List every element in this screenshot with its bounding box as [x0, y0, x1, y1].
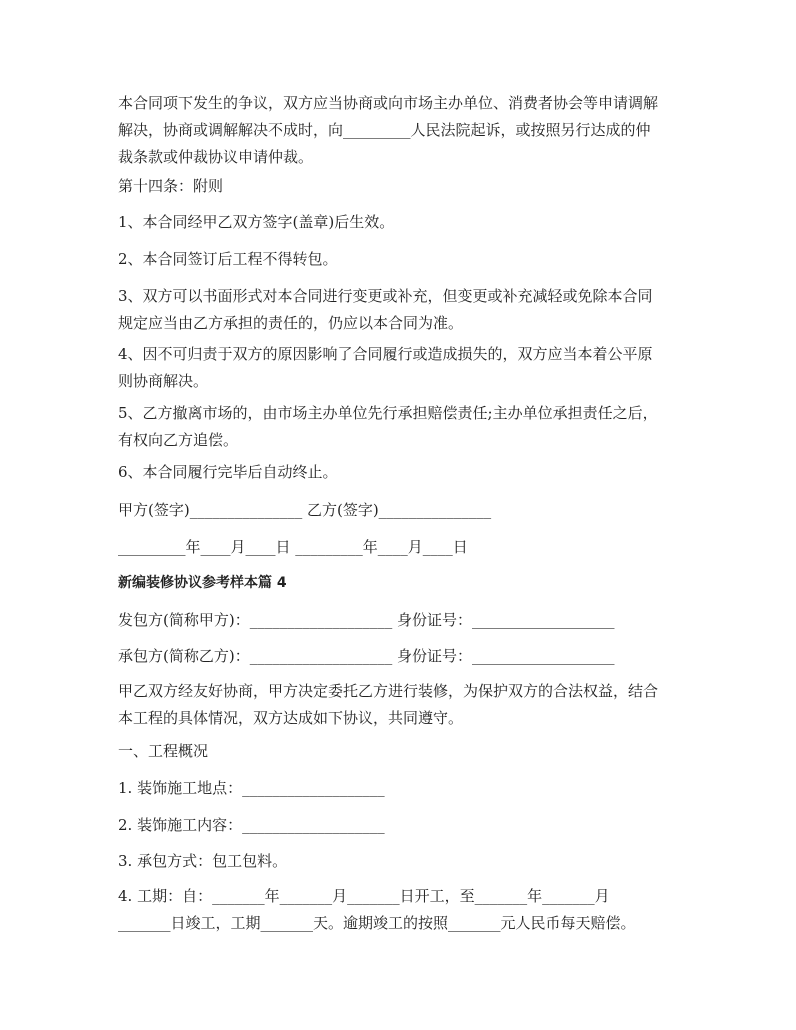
- dispute-paragraph: 本合同项下发生的争议，双方应当协商或向市场主办单位、消费者协会等申请调解 解决，协商或调解解决不成时，向_________人民法院起诉，或按照另行达成的仲 裁条款或仲裁协议申请仲裁。: [118, 94, 659, 166]
- party-a-line: 发包方(简称甲方)：___________________ 身份证号：___________________: [118, 611, 615, 629]
- section-heading: 新编装修协议参考样本篇 4: [118, 575, 287, 591]
- clause-3: 3、双方可以书面形式对本合同进行变更或补充，但变更或补充减轻或免除本合同 规定应当由乙方承担的责任的，仍应以本合同为准。: [118, 287, 653, 332]
- date-line: _________年____月____日 _________年____月____日: [118, 538, 468, 556]
- contract-method: 3. 承包方式：包工包料。: [118, 852, 288, 870]
- article-14-heading: 第十四条：附则: [118, 177, 224, 195]
- clause-2: 2、本合同签订后工程不得转包。: [118, 250, 338, 268]
- intro-paragraph: 甲乙双方经友好协商，甲方决定委托乙方进行装修，为保护双方的合法权益，结合 本工程的具体情况，双方达成如下协议，共同遵守。: [118, 682, 659, 727]
- construction-period: 4. 工期：自：_______年_______月_______日开工，至_______年_______月 _______日竣工，工期_______天。逾期竣工的按照_______元人民币每天赔偿。: [118, 887, 636, 932]
- construction-location: 1. 装饰施工地点：___________________: [118, 779, 385, 797]
- clause-5: 5、乙方撤离市场的，由市场主办单位先行承担赔偿责任;主办单位承担责任之后， 有权向乙方追偿。: [118, 404, 658, 449]
- clause-6: 6、本合同履行完毕后自动终止。: [118, 463, 338, 481]
- clause-1: 1、本合同经甲乙双方签字(盖章)后生效。: [118, 213, 395, 231]
- project-overview-heading: 一、工程概况: [118, 742, 209, 760]
- party-b-line: 承包方(简称乙方)：___________________ 身份证号：___________________: [118, 647, 615, 665]
- clause-4: 4、因不可归责于双方的原因影响了合同履行或造成损失的，双方应当本着公平原 则协商解决。: [118, 345, 653, 390]
- signature-line: 甲方(签字)_______________ 乙方(签字)_______________: [118, 501, 492, 519]
- construction-content: 2. 装饰施工内容：___________________: [118, 816, 385, 834]
